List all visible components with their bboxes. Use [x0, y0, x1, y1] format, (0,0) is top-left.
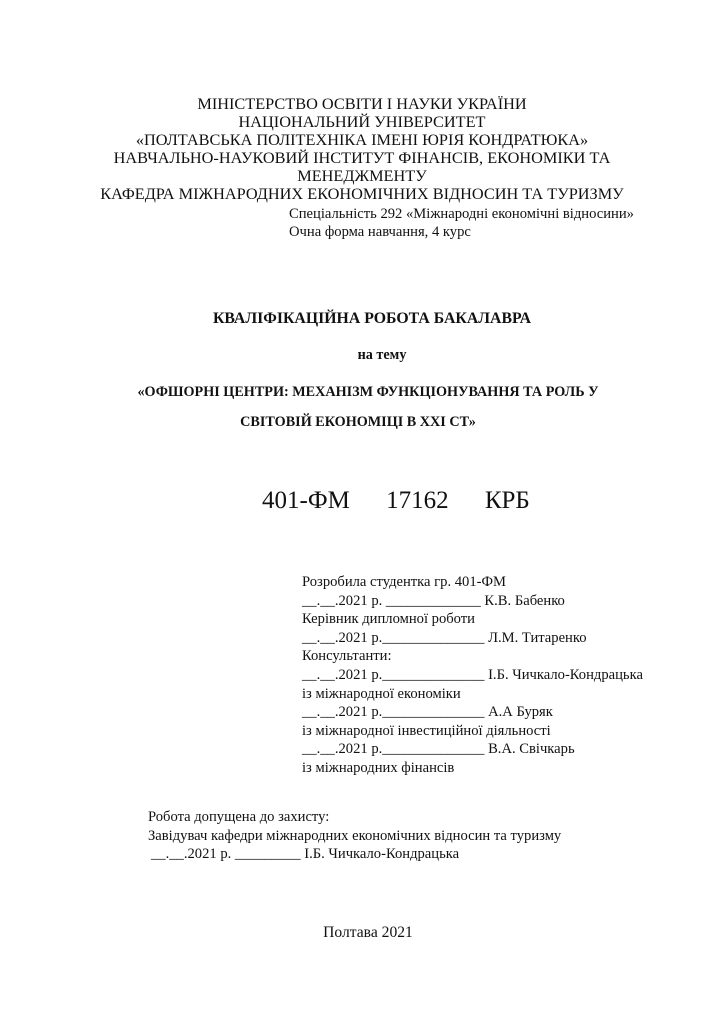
work-type-heading: КВАЛІФІКАЦІЙНА РОБОТА БАКАЛАВРА [212, 310, 532, 327]
work-number: 17162 [386, 487, 449, 514]
supervisor-label: Керівник дипломної роботи [302, 611, 475, 628]
consultant-2-signature-line: __.__.2021 р.______________ А.А Буряк [302, 704, 553, 721]
signers-block [302, 573, 643, 778]
topic-title-line-2: СВІТОВІЙ ЕКОНОМІЦІ В XXI СТ» [240, 414, 476, 430]
specialty-block [289, 205, 634, 241]
department-line: КАФЕДРА МІЖНАРОДНИХ ЕКОНОМІЧНИХ ВІДНОСИН ТА ТУРИЗМУ [100, 184, 624, 203]
institute-line-continued: МЕНЕДЖМЕНТУ [297, 166, 427, 185]
supervisor-signature-line: __.__.2021 р.______________ Л.М. Титаренко [302, 629, 587, 646]
consultants-label: Консультанти: [302, 648, 392, 665]
institute-line: НАВЧАЛЬНО-НАУКОВИЙ ІНСТИТУТ ФІНАНСІВ, ЕКОНОМІКИ ТА [113, 148, 611, 167]
consultant-3-subject: із міжнародних фінансів [302, 759, 455, 776]
head-of-department-label: Завідувач кафедри міжнародних економічних відносин та туризму [148, 827, 562, 844]
approval-label: Робота допущена до захисту: [148, 809, 330, 825]
ministry-line: МІНІСТЕРСТВО ОСВІТИ І НАУКИ УКРАЇНИ [197, 94, 527, 113]
city-year: Полтава 2021 [323, 924, 413, 941]
work-code [262, 486, 530, 516]
specialty-line: Спеціальність 292 «Міжнародні економічні відносини» [289, 206, 634, 222]
consultant-1-signature-line: __.__.2021 р.______________ І.Б. Чичкало-Кондрацька [302, 666, 643, 683]
institution-header [0, 95, 724, 203]
topic-title-line-1: «ОФШОРНІ ЦЕНТРИ: МЕХАНІЗМ ФУНКЦІОНУВАННЯ ТА РОЛЬ У [137, 384, 599, 400]
on-topic-label: на тему [357, 347, 407, 363]
study-form-line: Очна форма навчання, 4 курс [289, 224, 471, 240]
consultant-1-subject: із міжнародної економіки [302, 685, 461, 702]
approval-block [148, 808, 561, 864]
group-code: 401-ФМ [262, 487, 350, 514]
head-signature-line: __.__.2021 р. _________ І.Б. Чичкало-Кондрацька [151, 846, 460, 862]
consultant-3-signature-line: __.__.2021 р.______________ В.А. Свічкарь [302, 741, 575, 758]
university-line: НАЦІОНАЛЬНИЙ УНІВЕРСИТЕТ [238, 112, 486, 131]
student-line: Розробила студентка гр. 401-ФМ [302, 574, 507, 590]
student-signature-line: __.__.2021 р. _____________ К.В. Бабенко [302, 592, 565, 609]
work-type-code: КРБ [484, 487, 530, 514]
university-name-line: «ПОЛТАВСЬКА ПОЛІТЕХНІКА ІМЕНІ ЮРІЯ КОНДРАТЮКА» [135, 130, 589, 149]
consultant-2-subject: із міжнародної інвестиційної діяльності [302, 722, 551, 739]
